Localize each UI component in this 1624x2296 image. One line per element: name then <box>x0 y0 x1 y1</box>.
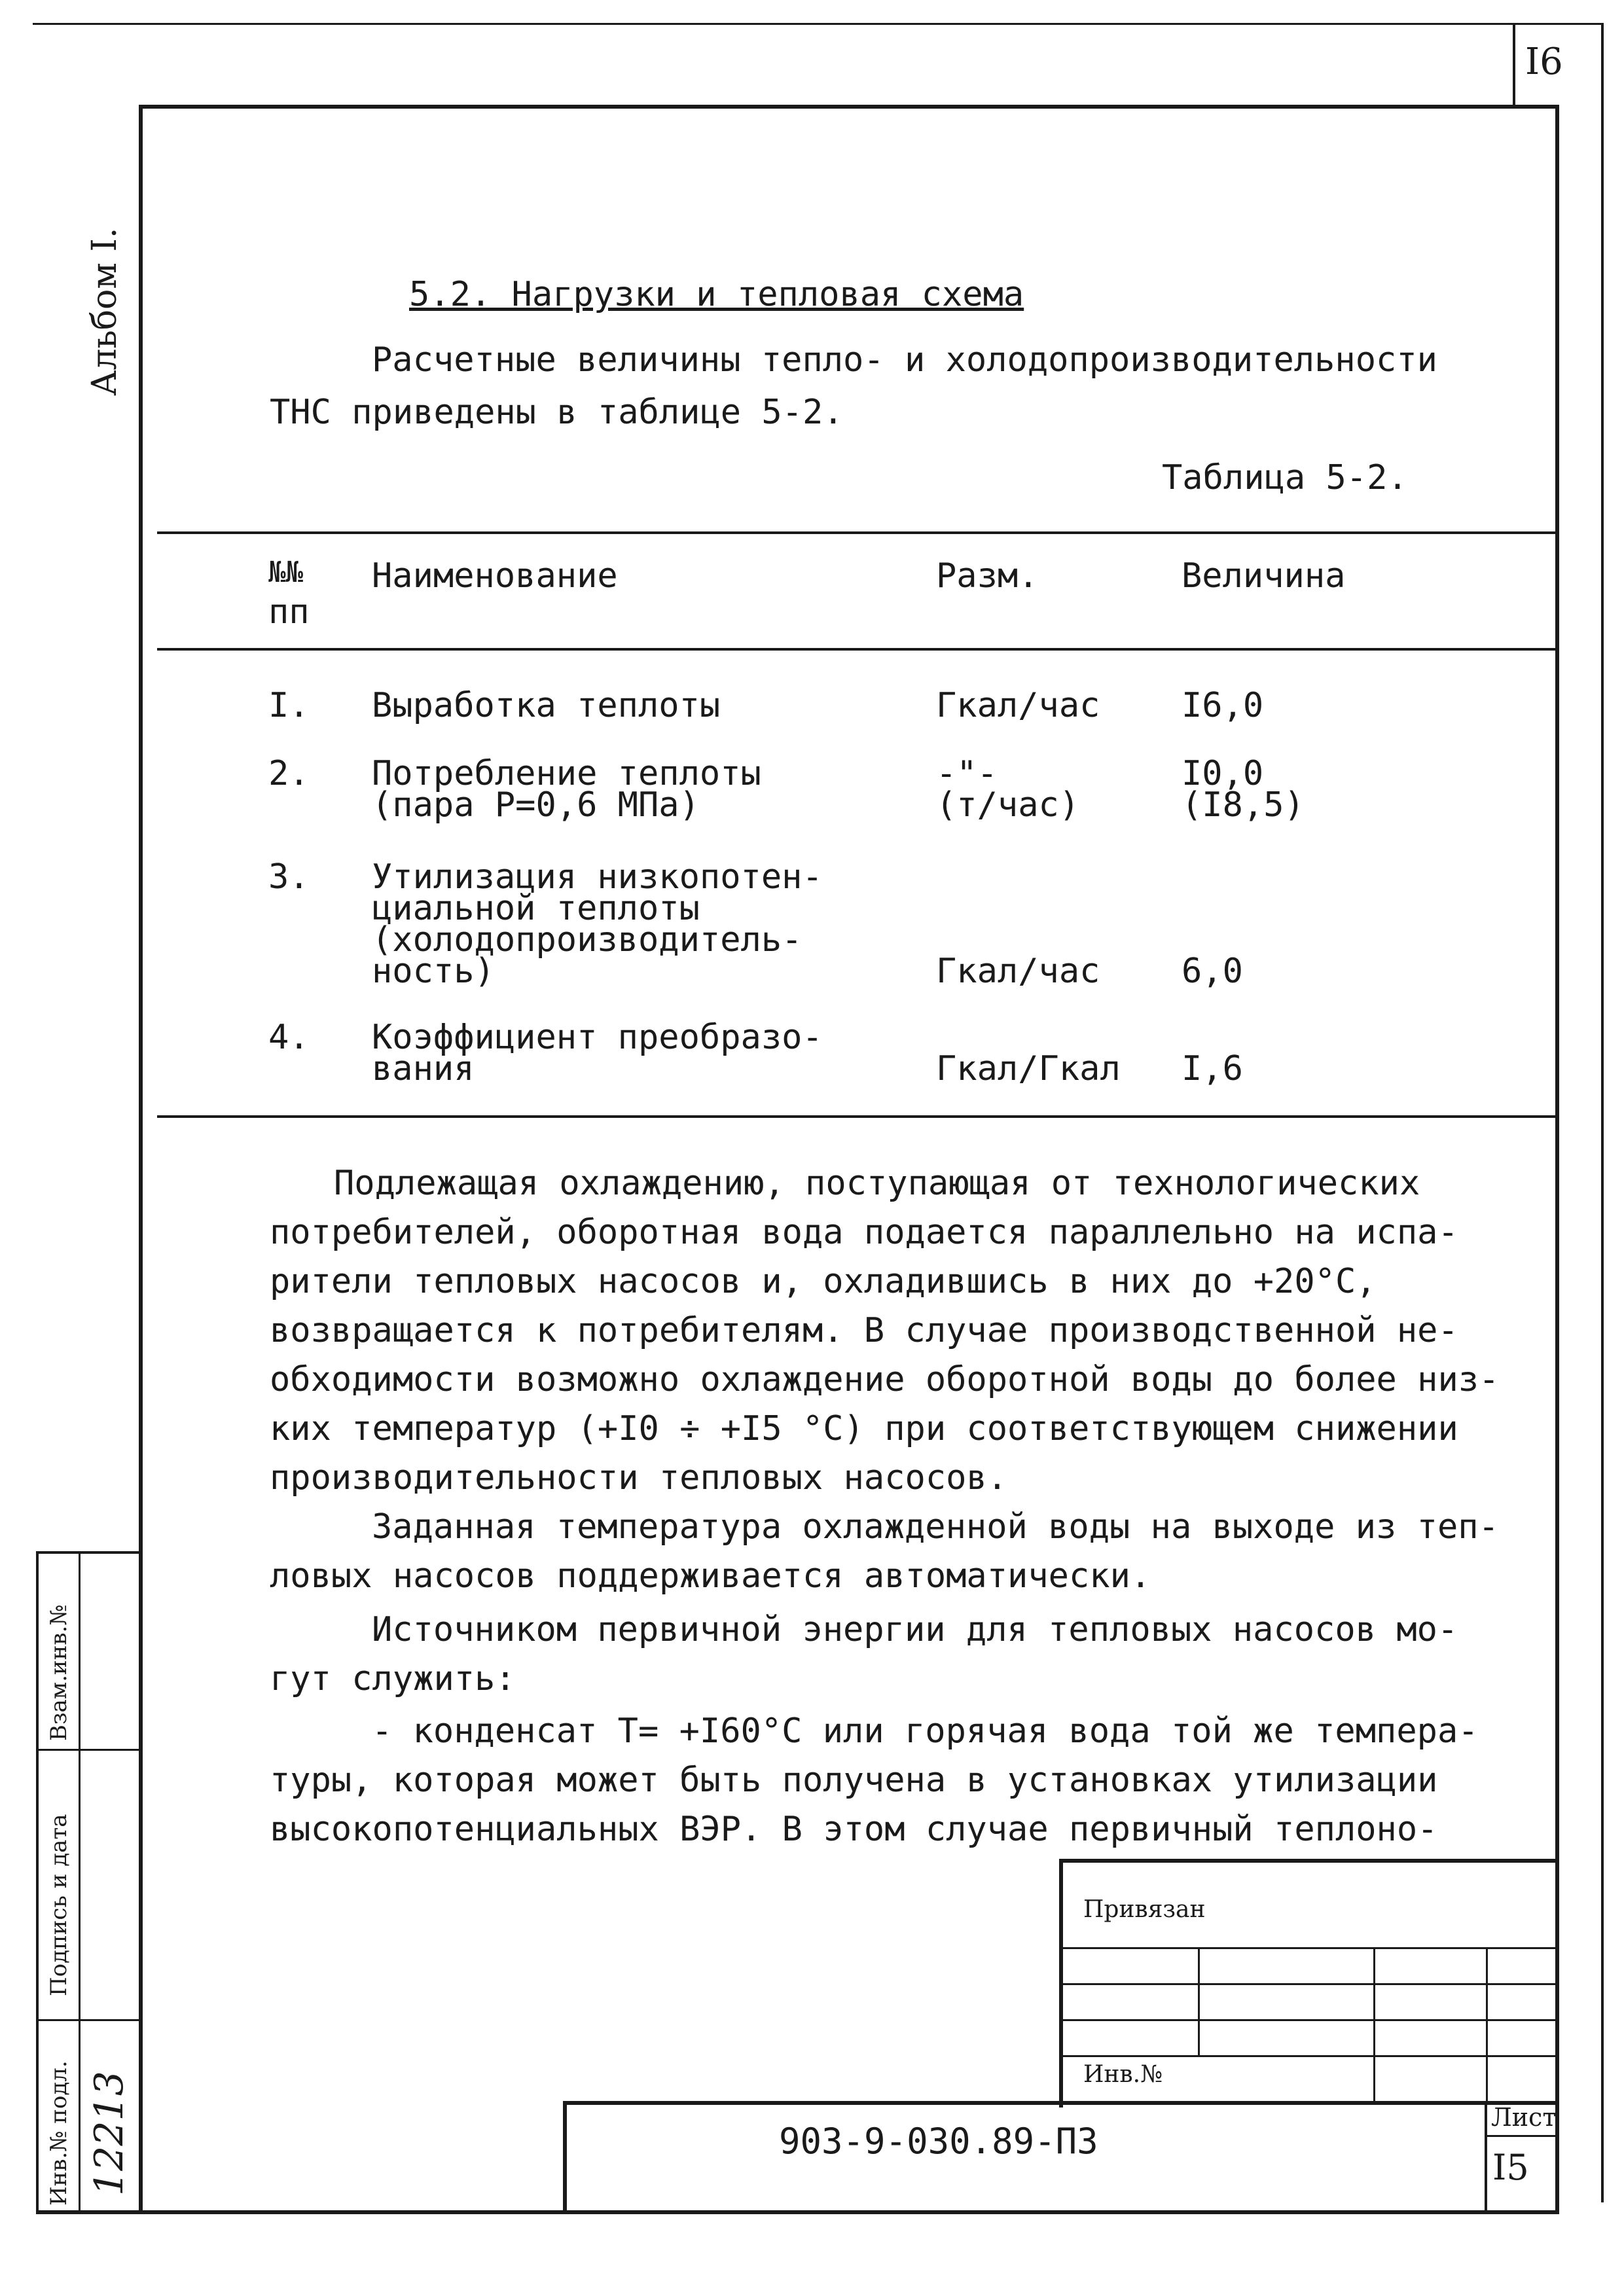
row-3-value: 6,0 <box>1182 952 1243 991</box>
table-top-rule <box>157 531 1558 534</box>
row-4-name-line-2: вания <box>372 1049 475 1088</box>
frame-left <box>139 108 143 2214</box>
intro-line-1: Расчетные величины тепло- и холодопроизводительности <box>372 340 1437 380</box>
outer-right-edge <box>1601 23 1604 2202</box>
row-4-num: 4. <box>268 1018 310 1057</box>
row-1-name: Выработка теплоты <box>372 686 721 725</box>
handwritten-number: 12213 <box>86 2071 132 2196</box>
row-1-unit: Гкал/час <box>936 686 1100 725</box>
row-3-name-line-4: ность) <box>372 952 495 991</box>
inv-podl-label: Инв.№ подл. <box>46 2060 72 2206</box>
body-line-2: потребителей, оборотная вода подается параллельно на испа- <box>270 1213 1458 1252</box>
body-line-1: Подлежащая охлаждению, поступающая от технологических <box>334 1164 1420 1203</box>
body-line-4: возвращается к потребителям. В случае производственной не- <box>270 1311 1458 1350</box>
row-2-value: I0,0 <box>1182 754 1264 793</box>
table-bottom-rule <box>157 1115 1558 1118</box>
body-line-8: Заданная температура охлажденной воды на выходе из теп- <box>372 1507 1499 1547</box>
body-line-13: туры, которая может быть получена в установках утилизации <box>270 1761 1438 1800</box>
table-caption: Таблица 5-2. <box>1162 458 1408 497</box>
privyazan-label: Привязан <box>1083 1896 1206 1923</box>
tb-v3 <box>1486 1947 1488 2103</box>
row-2-value-2: (I8,5) <box>1182 785 1305 825</box>
body-line-14: высокопотенциальных ВЭР. В этом случае первичный теплоно- <box>270 1810 1438 1849</box>
tb-h3 <box>1059 2019 1558 2021</box>
row-2-name-line-1: Потребление теплоты <box>372 754 761 793</box>
inv-no-label: Инв.№ <box>1083 2061 1163 2088</box>
podpis-data-label: Подпись и дата <box>46 1814 72 1996</box>
header-unit: Разм. <box>936 556 1039 596</box>
table-header-rule <box>157 648 1558 651</box>
tb-top <box>1059 1859 1558 1863</box>
row-4-unit: Гкал/Гкал <box>936 1049 1121 1088</box>
tb-v2 <box>1373 1947 1375 2103</box>
vzam-inv-label: Взам.инв.№ <box>46 1604 72 1741</box>
body-line-12: - конденсат Т= +I60°С или горячая вода той же темпера- <box>372 1712 1479 1751</box>
ss-h1 <box>36 1749 141 1751</box>
row-3-name-line-2: циальной теплоты <box>372 889 700 928</box>
intro-line-2: ТНС приведены в таблице 5-2. <box>270 393 844 432</box>
row-1-num: I. <box>268 686 310 725</box>
row-3-name-line-3: (холодопроизводитель- <box>372 920 803 960</box>
section-heading: 5.2. Нагрузки и тепловая схема <box>409 275 1024 314</box>
list-number: I5 <box>1492 2147 1529 2188</box>
row-2-unit-2: (т/час) <box>936 785 1080 825</box>
tb-h4 <box>1059 2055 1558 2057</box>
ss-mid <box>79 1551 81 2212</box>
frame-bottom <box>36 2210 1559 2214</box>
frame-right <box>1555 105 1559 2214</box>
ss-h2 <box>36 2019 141 2021</box>
list-label: Лист <box>1491 2103 1557 2132</box>
body-line-10: Источником первичной энергии для тепловых насосов мо- <box>372 1610 1458 1649</box>
row-1-value: I6,0 <box>1182 686 1264 725</box>
header-name: Наименование <box>372 556 618 596</box>
body-line-6: ких температур (+I0 ÷ +I5 °С) при соответствующем снижении <box>270 1409 1458 1448</box>
tb-doc-left <box>563 2101 567 2212</box>
tb-list-left <box>1485 2101 1487 2212</box>
doc-code: 903-9-030.89-ПЗ <box>779 2121 1098 2162</box>
body-line-9: ловых насосов поддерживается автоматически. <box>270 1556 1151 1596</box>
row-4-name-line-1: Коэффициент преобразо- <box>372 1018 823 1057</box>
album-label: Альбом I. <box>85 227 124 396</box>
body-line-3: рители тепловых насосов и, охладившись в них до +20°С, <box>270 1262 1377 1301</box>
row-2-unit: -"- <box>936 754 998 793</box>
page-number: I6 <box>1525 41 1563 83</box>
ss-top <box>36 1551 141 1554</box>
tb-list-h <box>1485 2135 1558 2137</box>
row-3-name-line-1: Утилизация низкопотен- <box>372 857 823 897</box>
body-line-7: производительности тепловых насосов. <box>270 1458 1008 1498</box>
header-num: №№ <box>268 556 303 589</box>
tb-doc-top <box>563 2101 1558 2105</box>
tb-h2 <box>1059 1983 1558 1985</box>
tb-v1 <box>1198 1947 1200 2055</box>
header-value: Величина <box>1182 556 1346 596</box>
frame-top <box>139 105 1559 109</box>
row-3-unit: Гкал/час <box>936 952 1100 991</box>
row-4-value: I,6 <box>1182 1049 1243 1088</box>
row-3-num: 3. <box>268 857 310 897</box>
body-line-5: обходимости возможно охлаждение оборотной воды до более низ- <box>270 1360 1500 1399</box>
header-num-2: пп <box>268 592 310 632</box>
body-line-11: гут служить: <box>270 1659 516 1698</box>
tb-h1 <box>1059 1947 1558 1949</box>
row-2-name-line-2: (пара Р=0,6 МПа) <box>372 785 700 825</box>
page-number-box-left <box>1513 23 1515 105</box>
ss-left <box>36 1551 39 2212</box>
row-2-num: 2. <box>268 754 310 793</box>
top-edge <box>33 23 1604 25</box>
